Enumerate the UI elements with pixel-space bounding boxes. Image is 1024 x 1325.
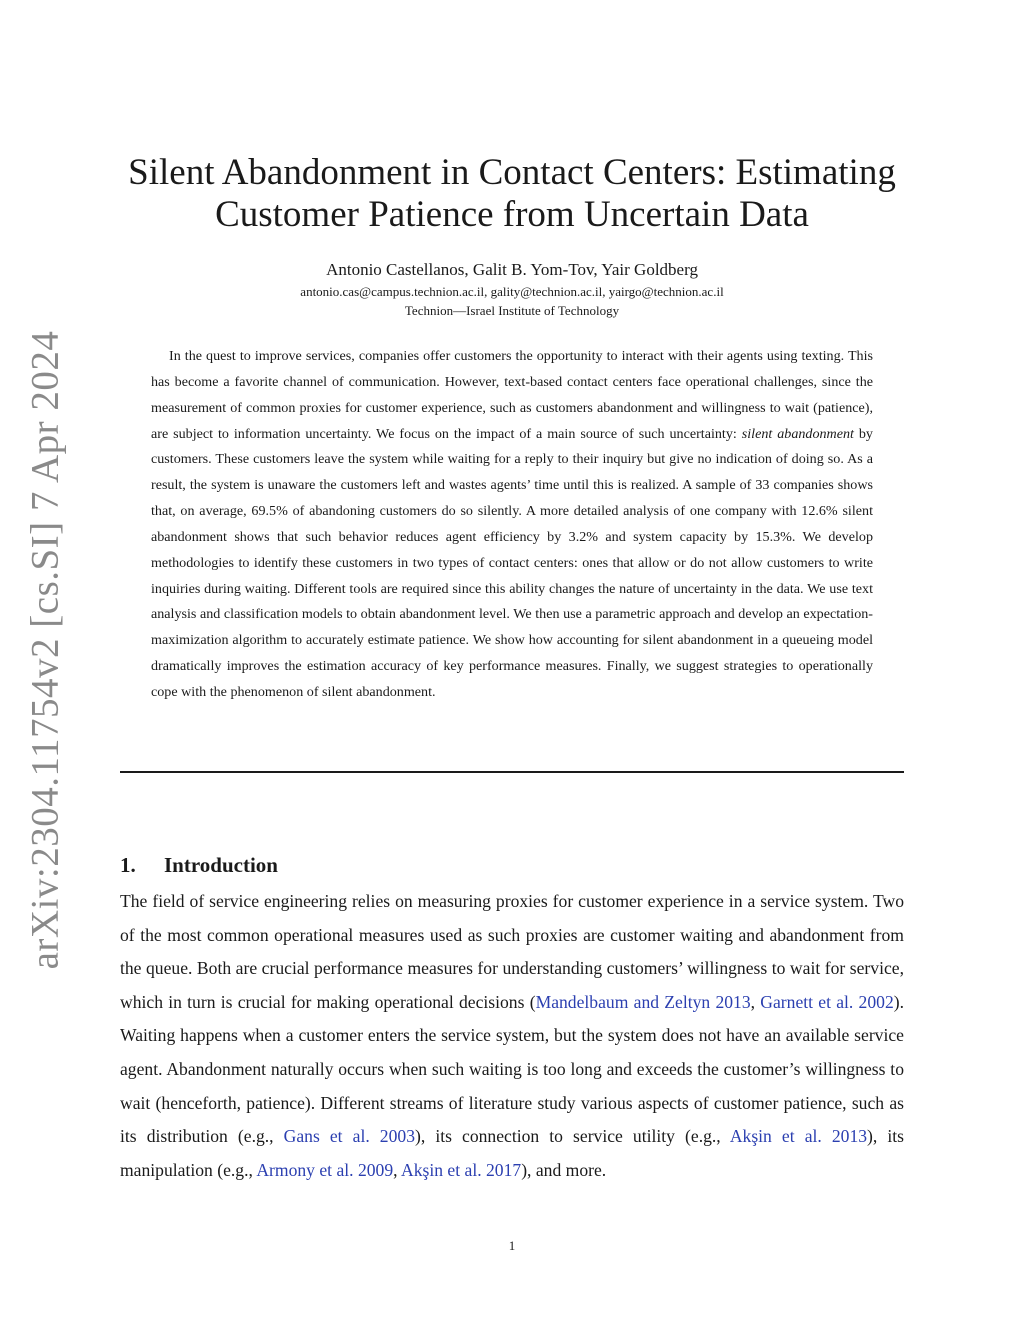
- section-heading-introduction: [120, 853, 278, 878]
- intro-text: ), its manipulation (e.g.,: [120, 1126, 904, 1180]
- abstract-text-part-2: by customers. These customers leave the system while waiting for a reply to their inquiry but give no indication of doing so. As a result, the system is unaware the customers left and wastes agents’ time until this is realized. A sample of 33 companies shows that, on average, 69.5% of abandoning customers do so silently. A more detailed analysis of one company with 12.6% silent abandonment shows that such behavior reduces agent efficiency by 3.2% and system capacity by 15.3%. We develop methodologies to identify these customers in two types of contact centers: ones that allow or do not allow customers to write inquiries during waiting. Different tools are required since this ability changes the nature of uncertainty in the data. We use text analysis and classification models to obtain abandonment level. We then use a parametric approach and develop an expectation-maximization algorithm to accurately estimate patience. We show how accounting for silent abandonment in a queueing model dramatically improves the estimation accuracy of key performance measures. Finally, we suggest strategies to operationally cope with the phenomenon of silent abandonment.: [151, 425, 873, 700]
- citation-link[interactable]: Mandelbaum and Zeltyn 2013: [535, 991, 751, 1012]
- section-title: Introduction: [164, 853, 278, 877]
- author-list: Antonio Castellanos, Galit B. Yom-Tov, Yair Goldberg: [326, 260, 698, 279]
- intro-text: ). Waiting happens when a customer enters the service system, but the system does not have an available service agent. Abandonment naturally occurs when such waiting is too long and exceeds the customer’s willingness to wait (henceforth, patience). Different streams of literature study various aspects of customer patience, such as its distribution (e.g.,: [120, 991, 905, 1147]
- title-line-2: Customer Patience from Uncertain Data: [215, 194, 809, 235]
- page-number: 1: [508, 1238, 516, 1253]
- section-number: 1.: [120, 853, 136, 877]
- intro-text: ,: [750, 991, 761, 1012]
- intro-text: The field of service engineering relies on measuring proxies for customer experience in a service system. Two of the most common operational measures used as such proxies are customer waiting and abandonment from the queue. Both are crucial performance measures for understanding customers’ willingness to wait for service, which in turn is crucial for making operational decisions (: [120, 891, 904, 1012]
- title-line-1: Silent Abandonment in Contact Centers: Estimating: [128, 152, 896, 193]
- citation-link[interactable]: Gans et al. 2003: [283, 1126, 415, 1147]
- citation-link[interactable]: Garnett et al. 2002: [760, 991, 894, 1012]
- intro-text: ), its connection to service utility (e.g.,: [415, 1126, 730, 1147]
- paper-title: [120, 152, 904, 236]
- arxiv-identifier: arXiv:2304.11754v2 [cs.SI] 7 Apr 2024: [23, 330, 67, 970]
- abstract-text-part-1: In the quest to improve services, companies offer customers the opportunity to interact with their agents using texting. This has become a favorite channel of communication. However, text-based contact centers face operational challenges, since the measurement of common proxies for customer experience, such as customers abandonment and willingness to wait (patience), are subject to information uncertainty. We focus on the impact of a main source of such uncertainty:: [151, 348, 873, 442]
- citation-link[interactable]: Armony et al. 2009: [256, 1159, 394, 1180]
- abstract-divider: [120, 771, 904, 773]
- author-emails: antonio.cas@campus.technion.ac.il, gality@technion.ac.il, yairgo@technion.ac.il: [300, 284, 724, 299]
- abstract: [151, 344, 873, 706]
- introduction-paragraph: [120, 885, 904, 1187]
- intro-text: ), and more.: [521, 1159, 607, 1180]
- citation-link[interactable]: Akşin et al. 2013: [729, 1126, 868, 1147]
- citation-link[interactable]: Akşin et al. 2017: [400, 1159, 522, 1180]
- abstract-emphasis: silent abandonment: [741, 425, 854, 442]
- author-affiliation: Technion—Israel Institute of Technology: [404, 303, 620, 318]
- intro-text: ,: [393, 1159, 401, 1180]
